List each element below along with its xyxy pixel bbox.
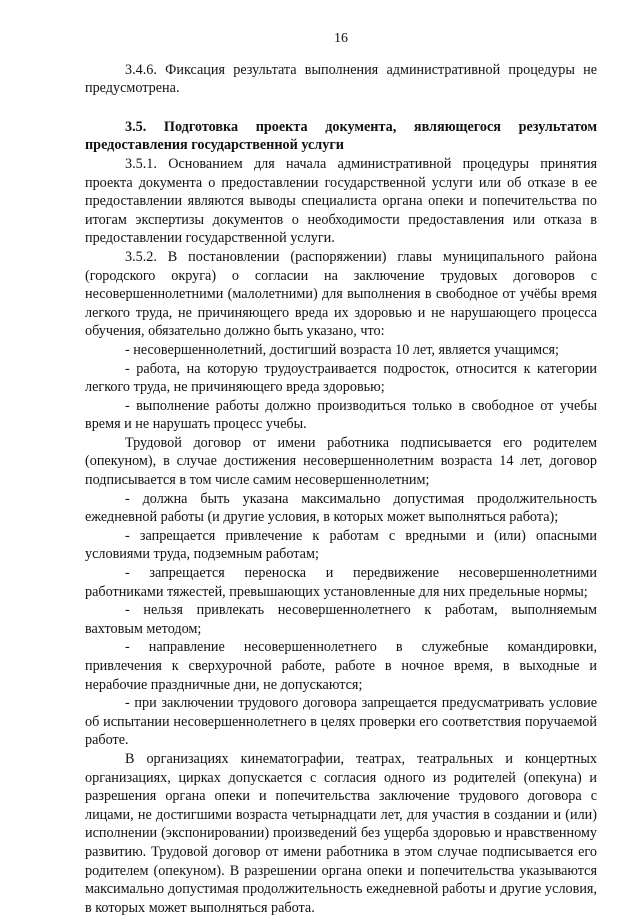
list-item: - должна быть указана максимально допустимая продолжительность ежедневной работы (и другие условия, в которых может выполняться работа); bbox=[85, 490, 597, 526]
paragraph-cultural-organizations: В организациях кинематографии, театрах, театральных и концертных организациях, цирках допускается с согласия одного из родителей (опекуна) и разрешения органа опеки и попечительства заключение трудового договора с лицами, не достигшими возраста четырнадцати лет, для участия в создании и (или) исполнении (экспонировании) произведений без ущерба здоровью и нравственному развитию. Трудовой договор от имени работника в этом случае подписывается его родителем (опекуном). В разрешении органа опеки и попечительства указываются максимально допустимая продолжительность ежедневной работы и другие условия, в которых может выполняться работа. bbox=[85, 750, 597, 916]
document-page bbox=[85, 30, 597, 917]
paragraph-3-4-6: 3.4.6. Фиксация результата выполнения административной процедуры не предусмотрена. bbox=[85, 61, 597, 97]
paragraph-labor-contract: Трудовой договор от имени работника подписывается его родителем (опекуном), в случае достижения несовершеннолетним возраста 14 лет, договор подписывается в том числе самим несовершеннолетним; bbox=[85, 434, 597, 489]
list-item: - направление несовершеннолетнего в служебные командировки, привлечения к сверхурочной работе, работе в ночное время, в выходные и нерабочие праздничные дни, не допускаются; bbox=[85, 639, 597, 693]
page-number: 16 bbox=[334, 31, 348, 46]
list-item: - запрещается переноска и передвижение несовершеннолетними работниками тяжестей, превышающих установленные для них предельные нормы; bbox=[85, 565, 597, 600]
list-item: - запрещается привлечение к работам с вредными и (или) опасными условиями труда, подземным работам; bbox=[85, 527, 597, 563]
list-item: - выполнение работы должно производиться только в свободное от учебы время и не нарушать процесс учебы. bbox=[85, 397, 597, 433]
list-item: - нельзя привлекать несовершеннолетнего к работам, выполняемым вахтовым методом; bbox=[85, 602, 597, 637]
list-item: - при заключении трудового договора запрещается предусматривать условие об испытании несовершеннолетнего в целях проверки его соответствия поручаемой работе. bbox=[85, 695, 597, 749]
paragraph-3-5-1: 3.5.1. Основанием для начала административной процедуры принятия проекта документа о предоставлении государственной услуги или об отказе в ее предоставлении являются выводы специалиста органа опеки и попечительства по итогам экспертизы документов о необходимости предоставления или отказа в предоставлении государственной услуги. bbox=[85, 155, 597, 247]
section-heading-3-5: 3.5. Подготовка проекта документа, являющегося результатом предоставления государственной услуги bbox=[85, 118, 597, 154]
paragraph-3-5-2: 3.5.2. В постановлении (распоряжении) главы муниципального района (городского округа) о согласии на заключение трудовых договоров с несовершеннолетними (малолетними) для выполнения в свободное от учёбы время легкого труда, не причиняющего вреда их здоровью и не нарушающего процесса обучения, обязательно должно быть указано, что: bbox=[85, 248, 597, 340]
list-item: - работа, на которую трудоустраивается подросток, относится к категории легкого труда, не причиняющего вреда здоровью; bbox=[85, 360, 597, 396]
list-item: - несовершеннолетний, достигший возраста 10 лет, является учащимся; bbox=[125, 341, 559, 358]
